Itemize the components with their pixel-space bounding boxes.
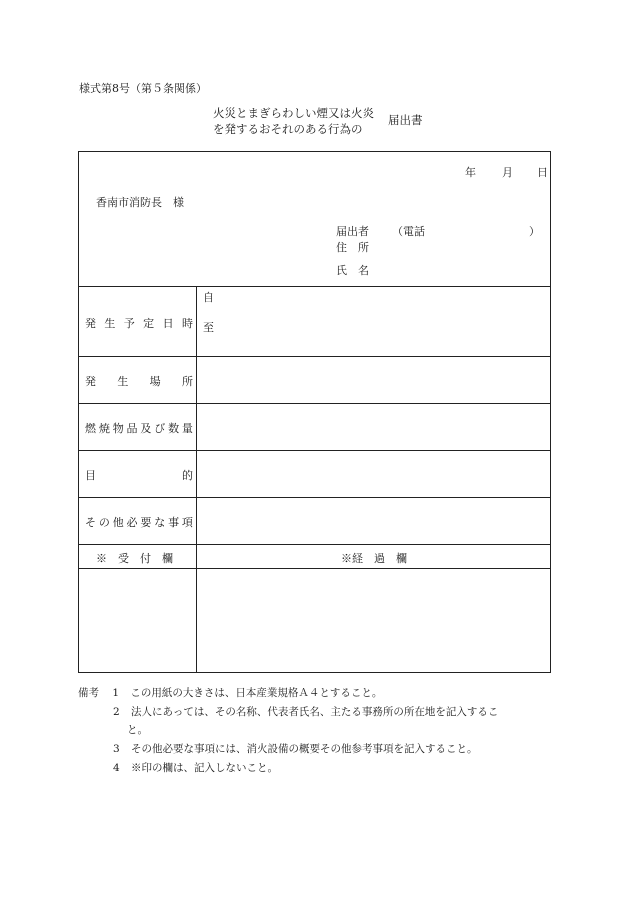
label-char: 物: [112, 422, 124, 435]
note-text: ※印の欄は、記入しないこと。: [131, 762, 279, 774]
title-line-2: を発するおそれのある行為の: [213, 122, 363, 136]
label-char: 生: [104, 317, 116, 330]
note-number: 4: [113, 762, 120, 774]
label-char: 及: [140, 422, 152, 435]
row-divider: [79, 403, 550, 404]
label-char: 焼: [98, 422, 110, 435]
date-year-label: 年: [465, 166, 476, 179]
phone-label: （電話: [392, 225, 425, 238]
notes-heading: 備考: [78, 687, 99, 699]
column-divider: [196, 286, 197, 673]
label-char: の: [98, 516, 110, 529]
label-char: そ: [85, 516, 96, 529]
note-text: 法人にあっては、その名称、代表者氏名、主たる事務所の所在地を記入するこ: [131, 706, 499, 718]
label-char: 発: [85, 317, 96, 330]
label-char: 他: [112, 516, 124, 529]
note-number: 1: [112, 687, 120, 699]
schedule-label: [85, 315, 193, 331]
label-char: 品: [126, 422, 138, 435]
label-char: 燃: [85, 422, 96, 435]
label-char: び: [154, 422, 166, 435]
note-2: [113, 704, 498, 719]
document-title: [213, 105, 374, 137]
schedule-from-label: 自: [203, 291, 214, 304]
materials-label: [85, 420, 193, 436]
label-char: 要: [140, 516, 152, 529]
label-char: 項: [181, 516, 193, 529]
label-char: 目: [85, 469, 96, 482]
title-line-1: 火災とまぎらわしい煙又は火炎: [213, 106, 374, 120]
label-char: 定: [143, 317, 155, 330]
label-char: 発: [85, 375, 96, 388]
phone-close: ）: [529, 225, 540, 238]
addressee: 香南市消防長 様: [96, 196, 184, 209]
label-char: 予: [123, 317, 135, 330]
label-char: 所: [181, 375, 193, 388]
row-divider: [79, 544, 550, 545]
schedule-to-label: 至: [203, 321, 214, 334]
label-char: 必: [126, 516, 138, 529]
row-divider: [79, 450, 550, 451]
notifier-label: 届出者: [336, 225, 369, 238]
label-char: 場: [149, 375, 161, 388]
location-label: [85, 373, 193, 389]
label-char: な: [154, 516, 166, 529]
date-month-label: 月: [502, 166, 513, 179]
label-char: 日: [162, 317, 174, 330]
note-number: 3: [113, 743, 120, 755]
date-day-label: 日: [537, 166, 548, 179]
name-label: 氏 名: [336, 264, 369, 277]
purpose-label: [85, 467, 193, 483]
note-text: この用紙の大きさは、日本産業規格Ａ４とすること。: [130, 687, 383, 699]
row-divider: [79, 356, 550, 357]
reception-header: ※ 受 付 欄: [96, 552, 173, 565]
row-divider: [79, 497, 550, 498]
note-4: [113, 760, 278, 775]
note-3: [113, 741, 478, 756]
label-char: 量: [181, 422, 193, 435]
note-number: 2: [113, 706, 120, 718]
label-char: 生: [117, 375, 129, 388]
row-divider: [79, 568, 550, 569]
label-char: 的: [182, 469, 193, 482]
row-divider: [79, 286, 550, 287]
label-char: 事: [168, 516, 180, 529]
note-1: [78, 685, 382, 700]
form-table: [78, 151, 551, 673]
form-number: 様式第8号（第５条関係）: [79, 82, 207, 95]
label-char: 数: [168, 422, 180, 435]
address-label: 住 所: [336, 241, 369, 254]
other-label: [85, 514, 193, 530]
note-text: その他必要な事項には、消火設備の概要その他参考事項を記入すること。: [131, 743, 478, 755]
progress-header: ※経 過 欄: [341, 552, 407, 565]
note-2-continued: と。: [127, 724, 148, 736]
label-char: 時: [181, 317, 193, 330]
title-suffix: 届出書: [388, 113, 423, 127]
